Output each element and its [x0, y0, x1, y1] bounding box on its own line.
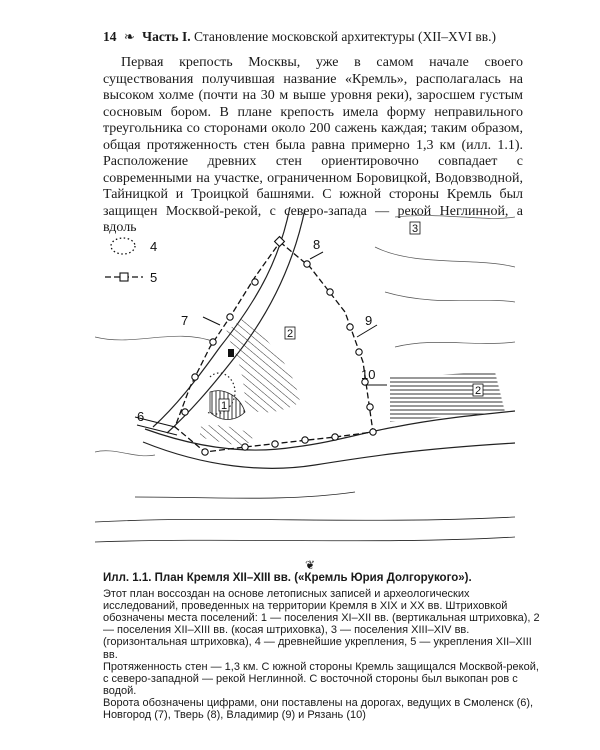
- kremlin-plan-figure: [95, 197, 515, 557]
- road-novgorod: [203, 317, 220, 325]
- part-label: Часть I.: [142, 29, 191, 44]
- river-channel: [135, 492, 355, 498]
- settlement-label-1: [219, 399, 229, 412]
- settlement-label-2: [473, 384, 483, 397]
- river-channel: [95, 537, 515, 542]
- kremlin-wall-line: [175, 242, 376, 452]
- contour-line: [95, 451, 155, 456]
- moskva-river-south-bank: [143, 442, 515, 468]
- svg-text:2: 2: [287, 328, 294, 340]
- road-tver: [310, 252, 323, 259]
- caption-title: Илл. 1.1. План Кремля XII–XIII вв. («Кремль Юрия Долгорукого»).: [103, 572, 472, 584]
- legend-oldest-fortification-icon: [111, 238, 135, 254]
- contour-line: [395, 342, 515, 347]
- caption-paragraph: Этот план воссоздан на основе летописных записей и археологических исследований, проведенных на территории Кремля в XIX и XX вв. Штриховкой обозначены места поселений: 1 — поселения XI–XII вв. (вертикальная штриховка), 2 — поселения XII–XIII вв. (косая штриховка), 3 — поселения XIII–XIV вв. (горизонтальная штриховка), 4 — древнейшие укрепления, 5 — укрепления XII–XIII вв.: [103, 588, 540, 661]
- legend-label-5: 5: [150, 270, 158, 285]
- legend: [105, 238, 157, 285]
- contour-line: [95, 336, 215, 342]
- contour-line: [375, 247, 515, 267]
- river-channel: [95, 517, 515, 522]
- svg-text:3: 3: [412, 223, 419, 235]
- chapter-title: Становление московской архитектуры (XII–XVI вв.): [193, 29, 496, 44]
- church-icon: [228, 349, 234, 357]
- contour-line: [385, 292, 515, 302]
- settlement-label-3: [410, 222, 420, 235]
- figure-caption: [103, 572, 543, 721]
- svg-text:1: 1: [221, 400, 228, 412]
- page-number: 14: [103, 29, 117, 44]
- caption-paragraph: Протяженность стен — 1,3 км. С южной стороны Кремль защищался Москвой-рекой, с северо-западной — рекой Неглинной. С восточной стороны был выкопан ров с водой.: [103, 660, 539, 697]
- gate-label-7: 7: [181, 313, 189, 328]
- caption-paragraph: Ворота обозначены цифрами, они поставлены на дорогах, ведущих в Смоленск (6), Новгород (7), Тверь (8), Владимир (9) и Рязань (10): [103, 696, 534, 722]
- body-paragraph: Первая крепость Москвы, уже в самом начале своего существования получившая название «Кремль», располагалась на высоком холме (почти на 30 м выше уровня реки), заросшем густым сосновым бором. В плане крепость имела форму неправильного треугольника со сторонами около 200 сажень каждая; таким образом, общая протяженность стен была равна примерно 1,3 км (илл. 1.1). Расположение древних стен ориентировочно совпадает с современными на участке, ограниченном Боровицкой, Водовзводной, Тайницкой и Троицкой башнями. С южной стороны Кремль был защищен Москвой-рекой, с северо-запада — рекой Неглинной, а вдоль: [103, 55, 523, 235]
- legend-label-4: 4: [150, 239, 158, 254]
- gate-label-9: 9: [365, 313, 373, 328]
- settlement-3-area: [390, 372, 505, 422]
- gate-label-8: 8: [313, 237, 321, 252]
- gate-label-6: 6: [137, 409, 145, 424]
- settlement-label-2: [285, 327, 295, 340]
- caption-separator-icon: ❦: [305, 558, 316, 572]
- contour-line: [395, 216, 515, 219]
- svg-text:2: 2: [475, 385, 482, 397]
- header-ornament-icon: ❧: [123, 29, 135, 44]
- gate-label-10: 10: [361, 367, 376, 382]
- running-header: [103, 29, 496, 45]
